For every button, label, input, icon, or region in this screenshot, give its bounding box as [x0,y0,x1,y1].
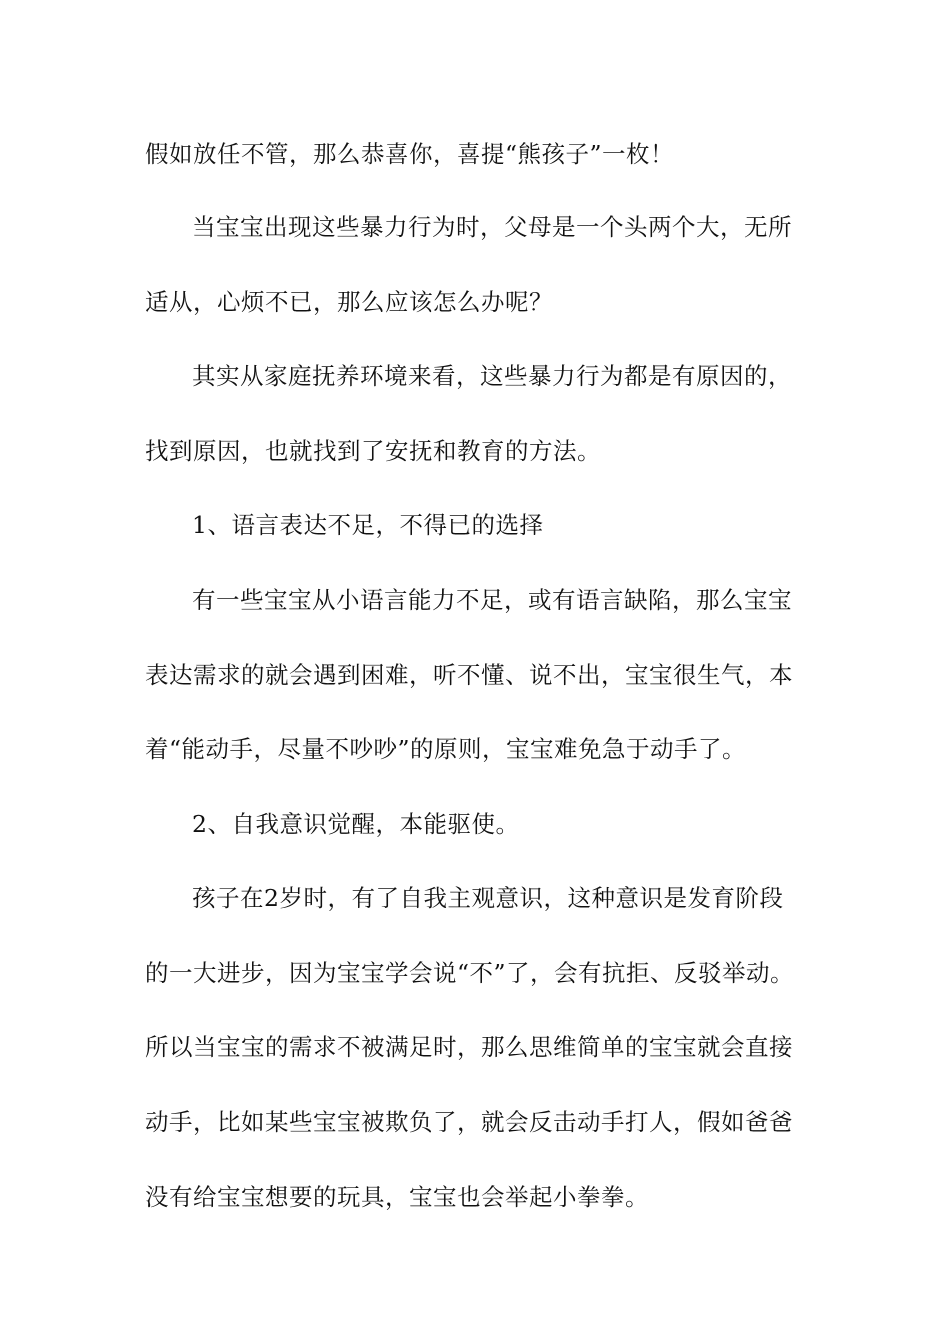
paragraph-line: 孩子在2岁时，有了自我主观意识，这种意识是发育阶段 [192,884,784,912]
paragraph-line: 当宝宝出现这些暴力行为时，父母是一个头两个大，无所 [192,213,792,241]
paragraph-line: 动手，比如某些宝宝被欺负了，就会反击动手打人，假如爸爸 [145,1108,793,1136]
paragraph-line: 有一些宝宝从小语言能力不足，或有语言缺陷，那么宝宝 [192,586,792,614]
paragraph-line: 没有给宝宝想要的玩具，宝宝也会举起小拳拳。 [145,1183,649,1211]
section-heading: 2、自我意识觉醒，本能驱使。 [192,810,520,838]
paragraph-line: 适从，心烦不已，那么应该怎么办呢？ [145,288,553,316]
paragraph-line: 的一大进步，因为宝宝学会说“不”了，会有抗拒、反驳举动。 [145,959,795,987]
paragraph-line: 表达需求的就会遇到困难，听不懂、说不出，宝宝很生气，本 [145,661,793,689]
paragraph-line: 假如放任不管，那么恭喜你，喜提“熊孩子”一枚！ [145,140,675,168]
paragraph-line: 着“能动手，尽量不吵吵”的原则，宝宝难免急于动手了。 [145,735,747,763]
paragraph-line: 找到原因，也就找到了安抚和教育的方法。 [145,437,601,465]
paragraph-line: 所以当宝宝的需求不被满足时，那么思维简单的宝宝就会直接 [145,1033,793,1061]
paragraph-line: 其实从家庭抚养环境来看，这些暴力行为都是有原因的， [192,362,792,390]
section-heading: 1、语言表达不足，不得已的选择 [192,511,544,539]
